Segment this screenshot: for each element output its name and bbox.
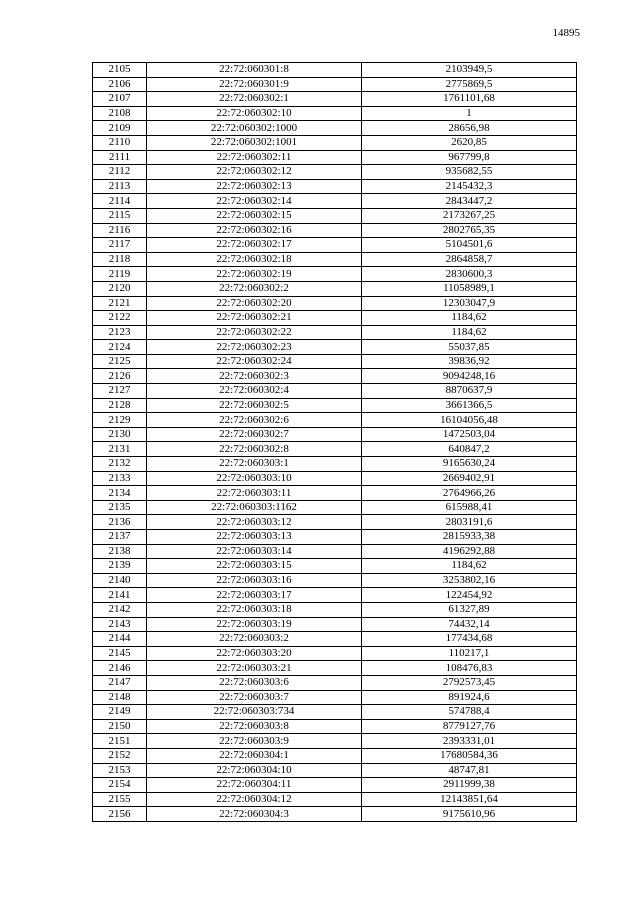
cadastral-value-cell: 110217,1 bbox=[362, 646, 577, 661]
table-row bbox=[93, 179, 577, 194]
table-row bbox=[93, 544, 577, 559]
cadastral-number-cell: 22:72:060303:10 bbox=[147, 471, 362, 486]
cadastral-value-cell: 1184,62 bbox=[362, 325, 577, 340]
row-number-cell: 2112 bbox=[93, 165, 147, 180]
table-row bbox=[93, 602, 577, 617]
cadastral-number-cell: 22:72:060301:9 bbox=[147, 77, 362, 92]
table-row bbox=[93, 632, 577, 647]
cadastral-number-cell: 22:72:060302:15 bbox=[147, 208, 362, 223]
row-number-cell: 2106 bbox=[93, 77, 147, 92]
cadastral-number-cell: 22:72:060303:8 bbox=[147, 719, 362, 734]
row-number-cell: 2150 bbox=[93, 719, 147, 734]
cadastral-value-cell: 8870637,9 bbox=[362, 384, 577, 399]
cadastral-value-cell: 2173267,25 bbox=[362, 208, 577, 223]
cadastral-number-cell: 22:72:060302:12 bbox=[147, 165, 362, 180]
table-row bbox=[93, 675, 577, 690]
cadastral-number-cell: 22:72:060302:5 bbox=[147, 398, 362, 413]
cadastral-number-cell: 22:72:060303:2 bbox=[147, 632, 362, 647]
row-number-cell: 2142 bbox=[93, 602, 147, 617]
row-number-cell: 2128 bbox=[93, 398, 147, 413]
row-number-cell: 2116 bbox=[93, 223, 147, 238]
row-number-cell: 2108 bbox=[93, 106, 147, 121]
row-number-cell: 2120 bbox=[93, 281, 147, 296]
cadastral-value-cell: 108476,83 bbox=[362, 661, 577, 676]
row-number-cell: 2139 bbox=[93, 559, 147, 574]
cadastral-value-cell: 2802765,35 bbox=[362, 223, 577, 238]
row-number-cell: 2149 bbox=[93, 705, 147, 720]
table-row bbox=[93, 690, 577, 705]
row-number-cell: 2117 bbox=[93, 238, 147, 253]
table-row bbox=[93, 413, 577, 428]
cadastral-number-cell: 22:72:060302:8 bbox=[147, 442, 362, 457]
table-row bbox=[93, 705, 577, 720]
cadastral-value-cell: 615988,41 bbox=[362, 500, 577, 515]
cadastral-number-cell: 22:72:060303:18 bbox=[147, 602, 362, 617]
table-row bbox=[93, 763, 577, 778]
cadastral-value-cell: 61327,89 bbox=[362, 602, 577, 617]
table-row bbox=[93, 530, 577, 545]
cadastral-number-cell: 22:72:060304:3 bbox=[147, 807, 362, 822]
cadastral-number-cell: 22:72:060303:17 bbox=[147, 588, 362, 603]
table-row bbox=[93, 486, 577, 501]
row-number-cell: 2105 bbox=[93, 63, 147, 78]
cadastral-number-cell: 22:72:060303:16 bbox=[147, 573, 362, 588]
cadastral-value-cell: 2764966,26 bbox=[362, 486, 577, 501]
cadastral-value-cell: 2792573,45 bbox=[362, 675, 577, 690]
table-row bbox=[93, 617, 577, 632]
row-number-cell: 2131 bbox=[93, 442, 147, 457]
cadastral-number-cell: 22:72:060303:6 bbox=[147, 675, 362, 690]
row-number-cell: 2135 bbox=[93, 500, 147, 515]
cadastral-value-cell: 1761101,68 bbox=[362, 92, 577, 107]
cadastral-value-cell: 2843447,2 bbox=[362, 194, 577, 209]
cadastral-number-cell: 22:72:060302:24 bbox=[147, 354, 362, 369]
table-row bbox=[93, 384, 577, 399]
table-row bbox=[93, 369, 577, 384]
cadastral-value-cell: 11058989,1 bbox=[362, 281, 577, 296]
cadastral-value-cell: 640847,2 bbox=[362, 442, 577, 457]
cadastral-number-cell: 22:72:060302:16 bbox=[147, 223, 362, 238]
cadastral-value-cell: 3253802,16 bbox=[362, 573, 577, 588]
cadastral-number-cell: 22:72:060302:21 bbox=[147, 311, 362, 326]
cadastral-value-cell: 2145432,3 bbox=[362, 179, 577, 194]
cadastral-value-cell: 48747,81 bbox=[362, 763, 577, 778]
row-number-cell: 2126 bbox=[93, 369, 147, 384]
table-row bbox=[93, 296, 577, 311]
row-number-cell: 2109 bbox=[93, 121, 147, 136]
cadastral-number-cell: 22:72:060303:1162 bbox=[147, 500, 362, 515]
cadastral-number-cell: 22:72:060303:1 bbox=[147, 457, 362, 472]
cadastral-number-cell: 22:72:060302:23 bbox=[147, 340, 362, 355]
row-number-cell: 2133 bbox=[93, 471, 147, 486]
row-number-cell: 2123 bbox=[93, 325, 147, 340]
cadastral-value-cell: 17680584,36 bbox=[362, 748, 577, 763]
table-row bbox=[93, 573, 577, 588]
cadastral-value-cell: 8779127,76 bbox=[362, 719, 577, 734]
row-number-cell: 2121 bbox=[93, 296, 147, 311]
cadastral-value-cell: 12143851,64 bbox=[362, 792, 577, 807]
cadastral-number-cell: 22:72:060302:3 bbox=[147, 369, 362, 384]
table-row bbox=[93, 63, 577, 78]
cadastral-number-cell: 22:72:060302:10 bbox=[147, 106, 362, 121]
cadastral-number-cell: 22:72:060302:11 bbox=[147, 150, 362, 165]
cadastral-value-cell: 39836,92 bbox=[362, 354, 577, 369]
cadastral-number-cell: 22:72:060302:14 bbox=[147, 194, 362, 209]
cadastral-number-cell: 22:72:060302:13 bbox=[147, 179, 362, 194]
cadastral-value-cell: 9094248,16 bbox=[362, 369, 577, 384]
cadastral-number-cell: 22:72:060302:1 bbox=[147, 92, 362, 107]
table-row bbox=[93, 194, 577, 209]
cadastral-number-cell: 22:72:060303:9 bbox=[147, 734, 362, 749]
row-number-cell: 2114 bbox=[93, 194, 147, 209]
cadastral-value-cell: 935682,55 bbox=[362, 165, 577, 180]
row-number-cell: 2138 bbox=[93, 544, 147, 559]
row-number-cell: 2143 bbox=[93, 617, 147, 632]
cadastral-value-cell: 1184,62 bbox=[362, 559, 577, 574]
row-number-cell: 2137 bbox=[93, 530, 147, 545]
row-number-cell: 2119 bbox=[93, 267, 147, 282]
cadastral-number-cell: 22:72:060303:12 bbox=[147, 515, 362, 530]
table-row bbox=[93, 515, 577, 530]
row-number-cell: 2107 bbox=[93, 92, 147, 107]
table-row bbox=[93, 398, 577, 413]
table-row bbox=[93, 500, 577, 515]
cadastral-value-cell: 2911999,38 bbox=[362, 778, 577, 793]
cadastral-number-cell: 22:72:060304:12 bbox=[147, 792, 362, 807]
table-row bbox=[93, 661, 577, 676]
cadastral-value-cell: 3661366,5 bbox=[362, 398, 577, 413]
row-number-cell: 2111 bbox=[93, 150, 147, 165]
table-row bbox=[93, 311, 577, 326]
row-number-cell: 2153 bbox=[93, 763, 147, 778]
table-row bbox=[93, 135, 577, 150]
table-row bbox=[93, 427, 577, 442]
cadastral-number-cell: 22:72:060303:7 bbox=[147, 690, 362, 705]
row-number-cell: 2146 bbox=[93, 661, 147, 676]
cadastral-number-cell: 22:72:060303:20 bbox=[147, 646, 362, 661]
row-number-cell: 2154 bbox=[93, 778, 147, 793]
cadastral-number-cell: 22:72:060302:20 bbox=[147, 296, 362, 311]
cadastral-value-cell: 2803191,6 bbox=[362, 515, 577, 530]
row-number-cell: 2148 bbox=[93, 690, 147, 705]
cadastral-value-cell: 574788,4 bbox=[362, 705, 577, 720]
row-number-cell: 2125 bbox=[93, 354, 147, 369]
cadastral-value-cell: 967799,8 bbox=[362, 150, 577, 165]
cadastral-number-cell: 22:72:060303:11 bbox=[147, 486, 362, 501]
cadastral-value-cell: 1472503,04 bbox=[362, 427, 577, 442]
cadastral-value-cell: 2830600,3 bbox=[362, 267, 577, 282]
table-row bbox=[93, 325, 577, 340]
cadastral-number-cell: 22:72:060302:1000 bbox=[147, 121, 362, 136]
table-row bbox=[93, 807, 577, 822]
table-row bbox=[93, 442, 577, 457]
cadastral-number-cell: 22:72:060302:4 bbox=[147, 384, 362, 399]
cadastral-number-cell: 22:72:060302:2 bbox=[147, 281, 362, 296]
cadastral-value-cell: 4196292,88 bbox=[362, 544, 577, 559]
cadastral-number-cell: 22:72:060303:21 bbox=[147, 661, 362, 676]
cadastral-value-cell: 891924,6 bbox=[362, 690, 577, 705]
cadastral-number-cell: 22:72:060303:15 bbox=[147, 559, 362, 574]
cadastral-number-cell: 22:72:060302:19 bbox=[147, 267, 362, 282]
cadastral-value-cell: 28656,98 bbox=[362, 121, 577, 136]
cadastral-number-cell: 22:72:060302:18 bbox=[147, 252, 362, 267]
table-row bbox=[93, 792, 577, 807]
table-row bbox=[93, 267, 577, 282]
table-row bbox=[93, 734, 577, 749]
table-row bbox=[93, 719, 577, 734]
cadastral-value-cell: 1 bbox=[362, 106, 577, 121]
table-row bbox=[93, 121, 577, 136]
cadastral-number-cell: 22:72:060304:10 bbox=[147, 763, 362, 778]
cadastral-value-cell: 2620,85 bbox=[362, 135, 577, 150]
table-row bbox=[93, 646, 577, 661]
cadastral-number-cell: 22:72:060303:13 bbox=[147, 530, 362, 545]
table-body bbox=[93, 63, 577, 822]
table-row bbox=[93, 281, 577, 296]
cadastral-value-table bbox=[92, 62, 577, 822]
cadastral-value-cell: 74432,14 bbox=[362, 617, 577, 632]
table-row bbox=[93, 77, 577, 92]
cadastral-number-cell: 22:72:060302:17 bbox=[147, 238, 362, 253]
cadastral-value-cell: 2775869,5 bbox=[362, 77, 577, 92]
row-number-cell: 2136 bbox=[93, 515, 147, 530]
cadastral-number-cell: 22:72:060304:1 bbox=[147, 748, 362, 763]
row-number-cell: 2113 bbox=[93, 179, 147, 194]
cadastral-number-cell: 22:72:060301:8 bbox=[147, 63, 362, 78]
cadastral-number-cell: 22:72:060302:1001 bbox=[147, 135, 362, 150]
row-number-cell: 2140 bbox=[93, 573, 147, 588]
row-number-cell: 2115 bbox=[93, 208, 147, 223]
row-number-cell: 2127 bbox=[93, 384, 147, 399]
table-row bbox=[93, 92, 577, 107]
table-row bbox=[93, 588, 577, 603]
table-row bbox=[93, 778, 577, 793]
table-row bbox=[93, 165, 577, 180]
table-row bbox=[93, 238, 577, 253]
cadastral-value-cell: 9175610,96 bbox=[362, 807, 577, 822]
cadastral-value-cell: 177434,68 bbox=[362, 632, 577, 647]
cadastral-number-cell: 22:72:060302:7 bbox=[147, 427, 362, 442]
cadastral-value-cell: 2815933,38 bbox=[362, 530, 577, 545]
table-row bbox=[93, 208, 577, 223]
cadastral-number-cell: 22:72:060303:19 bbox=[147, 617, 362, 632]
cadastral-number-cell: 22:72:060302:22 bbox=[147, 325, 362, 340]
cadastral-value-cell: 2864858,7 bbox=[362, 252, 577, 267]
row-number-cell: 2118 bbox=[93, 252, 147, 267]
row-number-cell: 2144 bbox=[93, 632, 147, 647]
row-number-cell: 2156 bbox=[93, 807, 147, 822]
table-row bbox=[93, 223, 577, 238]
cadastral-value-cell: 9165630,24 bbox=[362, 457, 577, 472]
table-row bbox=[93, 457, 577, 472]
cadastral-value-cell: 1184,62 bbox=[362, 311, 577, 326]
cadastral-number-cell: 22:72:060304:11 bbox=[147, 778, 362, 793]
table-row bbox=[93, 354, 577, 369]
table-row bbox=[93, 748, 577, 763]
row-number-cell: 2130 bbox=[93, 427, 147, 442]
table-row bbox=[93, 471, 577, 486]
cadastral-value-cell: 12303047,9 bbox=[362, 296, 577, 311]
row-number-cell: 2155 bbox=[93, 792, 147, 807]
row-number-cell: 2151 bbox=[93, 734, 147, 749]
cadastral-number-cell: 22:72:060302:6 bbox=[147, 413, 362, 428]
table-row bbox=[93, 150, 577, 165]
row-number-cell: 2145 bbox=[93, 646, 147, 661]
row-number-cell: 2124 bbox=[93, 340, 147, 355]
page-number: 14895 bbox=[552, 27, 580, 39]
cadastral-value-cell: 55037,85 bbox=[362, 340, 577, 355]
table-row bbox=[93, 252, 577, 267]
row-number-cell: 2110 bbox=[93, 135, 147, 150]
cadastral-value-cell: 5104501,6 bbox=[362, 238, 577, 253]
cadastral-value-cell: 2669402,91 bbox=[362, 471, 577, 486]
cadastral-value-cell: 16104056,48 bbox=[362, 413, 577, 428]
row-number-cell: 2152 bbox=[93, 748, 147, 763]
row-number-cell: 2134 bbox=[93, 486, 147, 501]
cadastral-value-cell: 2393331,01 bbox=[362, 734, 577, 749]
cadastral-number-cell: 22:72:060303:734 bbox=[147, 705, 362, 720]
cadastral-value-cell: 122454,92 bbox=[362, 588, 577, 603]
cadastral-value-cell: 2103949,5 bbox=[362, 63, 577, 78]
table-row bbox=[93, 106, 577, 121]
row-number-cell: 2147 bbox=[93, 675, 147, 690]
cadastral-number-cell: 22:72:060303:14 bbox=[147, 544, 362, 559]
table-row bbox=[93, 559, 577, 574]
row-number-cell: 2141 bbox=[93, 588, 147, 603]
row-number-cell: 2132 bbox=[93, 457, 147, 472]
row-number-cell: 2122 bbox=[93, 311, 147, 326]
table-row bbox=[93, 340, 577, 355]
row-number-cell: 2129 bbox=[93, 413, 147, 428]
